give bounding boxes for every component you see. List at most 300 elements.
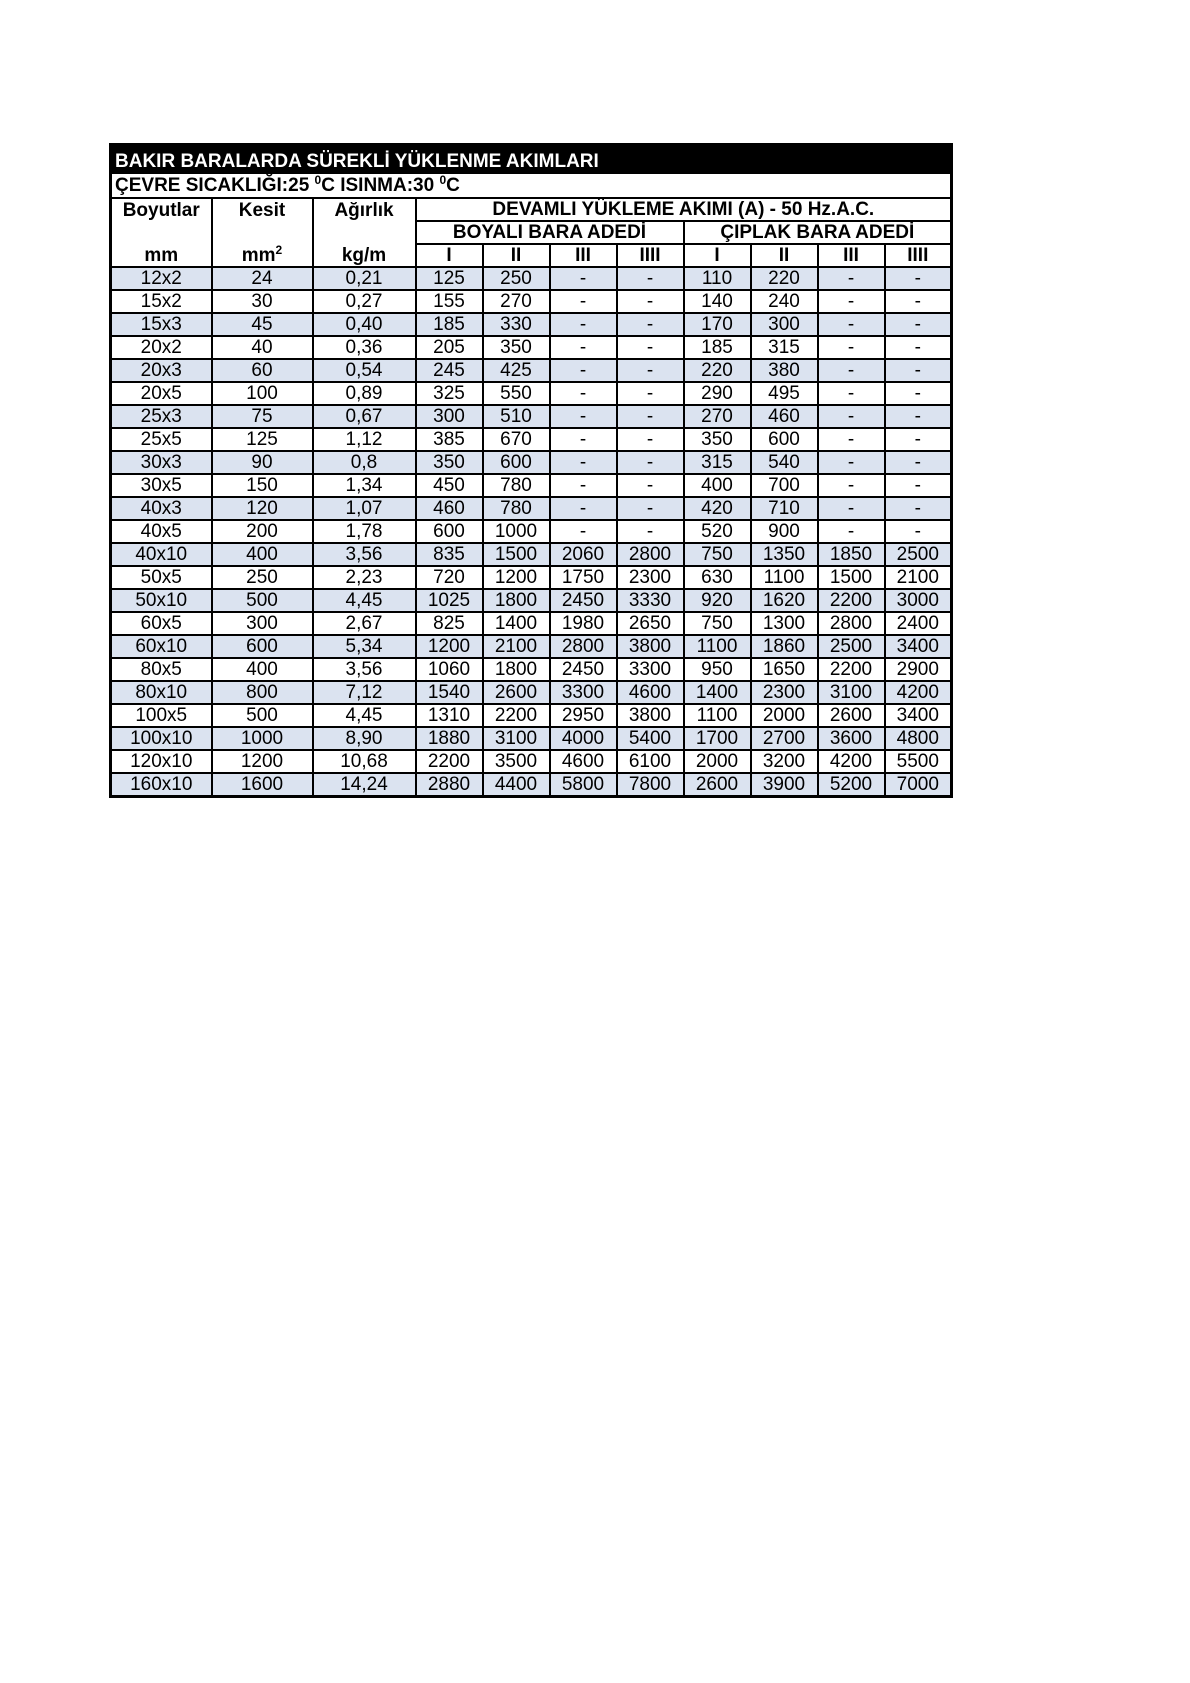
table-cell: 3800	[617, 635, 684, 658]
table-cell: 4200	[818, 750, 885, 773]
table-cell: 50x10	[111, 589, 212, 612]
table-row	[111, 497, 952, 520]
table-cell: 140	[684, 290, 751, 313]
table-cell: 150	[212, 474, 313, 497]
table-cell: 0,21	[313, 267, 416, 290]
table-cell: 385	[416, 428, 483, 451]
table-cell: 2100	[483, 635, 550, 658]
table-cell: -	[885, 520, 952, 543]
unit-section	[212, 244, 313, 267]
table-cell: 75	[212, 405, 313, 428]
table-cell: 3900	[751, 773, 818, 797]
table-cell: 1,78	[313, 520, 416, 543]
table-cell: 1,07	[313, 497, 416, 520]
table-cell: 2600	[684, 773, 751, 797]
table-cell: 80x10	[111, 681, 212, 704]
table-cell: 40x3	[111, 497, 212, 520]
table-cell: 0,40	[313, 313, 416, 336]
table-cell: -	[885, 474, 952, 497]
table-cell: -	[818, 520, 885, 543]
table-cell: 25x5	[111, 428, 212, 451]
table-row	[111, 612, 952, 635]
table-cell: 4800	[885, 727, 952, 750]
table-cell: -	[885, 451, 952, 474]
count-header-cell: III	[550, 244, 617, 267]
table-cell: -	[550, 520, 617, 543]
table-cell: 40	[212, 336, 313, 359]
table-cell: 2,23	[313, 566, 416, 589]
table-cell: 20x3	[111, 359, 212, 382]
table-cell: -	[550, 359, 617, 382]
table-cell: -	[885, 267, 952, 290]
table-cell: 670	[483, 428, 550, 451]
table-cell: 720	[416, 566, 483, 589]
table-cell: 2900	[885, 658, 952, 681]
table-cell: 60x10	[111, 635, 212, 658]
table-cell: 4200	[885, 681, 952, 704]
degree-marker-1: 0	[314, 173, 322, 187]
table-cell: 3800	[617, 704, 684, 727]
table-cell: 90	[212, 451, 313, 474]
table-cell: 200	[212, 520, 313, 543]
table-row	[111, 681, 952, 704]
table-cell: -	[617, 405, 684, 428]
table-cell: 1800	[483, 589, 550, 612]
table-cell: -	[617, 267, 684, 290]
table-cell: 24	[212, 267, 313, 290]
header-blank-3	[313, 221, 416, 244]
table-cell: -	[818, 382, 885, 405]
table-cell: 2800	[617, 543, 684, 566]
table-row	[111, 451, 952, 474]
count-header-cell: I	[684, 244, 751, 267]
unit-weight: kg/m	[313, 244, 416, 267]
table-row	[111, 428, 952, 451]
table-cell: 0,36	[313, 336, 416, 359]
table-cell: 500	[212, 589, 313, 612]
table-cell: 835	[416, 543, 483, 566]
table-cell: 1880	[416, 727, 483, 750]
table-cell: 60	[212, 359, 313, 382]
table-cell: 3400	[885, 704, 952, 727]
table-cell: 3200	[751, 750, 818, 773]
count-header-cell: I	[416, 244, 483, 267]
table-cell: 3,56	[313, 543, 416, 566]
table-cell: 1300	[751, 612, 818, 635]
table-cell: 45	[212, 313, 313, 336]
table-cell: 3,56	[313, 658, 416, 681]
table-cell: 2880	[416, 773, 483, 797]
table-cell: 125	[212, 428, 313, 451]
degree-marker-2: 0	[439, 173, 447, 187]
table-cell: 1,12	[313, 428, 416, 451]
table-cell: 2000	[751, 704, 818, 727]
count-header-cell: III	[818, 244, 885, 267]
table-cell: 495	[751, 382, 818, 405]
table-cell: 250	[212, 566, 313, 589]
table-cell: 5500	[885, 750, 952, 773]
table-cell: 5400	[617, 727, 684, 750]
table-cell: 780	[483, 474, 550, 497]
table-row	[111, 543, 952, 566]
table-cell: 380	[751, 359, 818, 382]
table-cell: 8,90	[313, 727, 416, 750]
table-cell: 3000	[885, 589, 952, 612]
table-cell: 1200	[212, 750, 313, 773]
table-cell: 20x2	[111, 336, 212, 359]
table-cell: 1850	[818, 543, 885, 566]
table-cell: 15x3	[111, 313, 212, 336]
table-cell: 1860	[751, 635, 818, 658]
table-cell: 185	[684, 336, 751, 359]
table-cell: 460	[751, 405, 818, 428]
table-cell: 7800	[617, 773, 684, 797]
count-header-cell: IIII	[885, 244, 952, 267]
table-row	[111, 727, 952, 750]
table-cell: 350	[684, 428, 751, 451]
table-cell: 20x5	[111, 382, 212, 405]
table-cell: -	[617, 520, 684, 543]
table-cell: -	[818, 451, 885, 474]
table-cell: 600	[212, 635, 313, 658]
table-cell: 40x10	[111, 543, 212, 566]
table-row	[111, 520, 952, 543]
table-cell: -	[818, 497, 885, 520]
table-cell: 240	[751, 290, 818, 313]
table-cell: 2450	[550, 658, 617, 681]
unit-dimensions: mm	[111, 244, 212, 267]
table-cell: -	[818, 267, 885, 290]
table-cell: 2100	[885, 566, 952, 589]
table-row	[111, 267, 952, 290]
table-cell: 330	[483, 313, 550, 336]
table-cell: 2000	[684, 750, 751, 773]
table-cell: -	[550, 382, 617, 405]
header-blank-1	[111, 221, 212, 244]
table-cell: 3100	[818, 681, 885, 704]
table-cell: 2500	[818, 635, 885, 658]
table-cell: 1800	[483, 658, 550, 681]
table-cell: 600	[751, 428, 818, 451]
count-header-cell: II	[483, 244, 550, 267]
conditions-middle: C ISINMA:30	[321, 175, 440, 196]
header-continuous-current: DEVAMLI YÜKLEME AKIMI (A) - 50 Hz.A.C.	[416, 198, 952, 221]
table-cell: 170	[684, 313, 751, 336]
table-cell: -	[617, 451, 684, 474]
table-cell: 520	[684, 520, 751, 543]
table-cell: 14,24	[313, 773, 416, 797]
header-bare-bar-count: ÇIPLAK BARA ADEDİ	[684, 221, 952, 244]
table-cell: 7,12	[313, 681, 416, 704]
table-cell: 0,27	[313, 290, 416, 313]
table-cell: 4400	[483, 773, 550, 797]
table-cell: 155	[416, 290, 483, 313]
table-cell: 750	[684, 612, 751, 635]
table-cell: 1100	[684, 635, 751, 658]
table-cell: 3600	[818, 727, 885, 750]
table-cell: 350	[483, 336, 550, 359]
table-cell: 185	[416, 313, 483, 336]
table-cell: 2400	[885, 612, 952, 635]
table-cell: 120	[212, 497, 313, 520]
table-cell: 500	[212, 704, 313, 727]
table-cell: 1200	[416, 635, 483, 658]
table-cell: 825	[416, 612, 483, 635]
table-cell: 100x10	[111, 727, 212, 750]
busbar-current-table	[109, 143, 953, 798]
table-cell: 750	[684, 543, 751, 566]
table-cell: 2800	[818, 612, 885, 635]
table-cell: 1500	[483, 543, 550, 566]
table-cell: 1025	[416, 589, 483, 612]
table-cell: 460	[416, 497, 483, 520]
table-cell: -	[550, 428, 617, 451]
table-cell: 3330	[617, 589, 684, 612]
conditions-suffix: C	[446, 175, 460, 196]
table-cell: -	[818, 359, 885, 382]
table-cell: 2300	[751, 681, 818, 704]
table-cell: 110	[684, 267, 751, 290]
table-cell: 205	[416, 336, 483, 359]
table-row	[111, 336, 952, 359]
table-cell: -	[818, 405, 885, 428]
table-cell: 1000	[212, 727, 313, 750]
table-cell: 220	[751, 267, 818, 290]
table-cell: 3500	[483, 750, 550, 773]
table-cell: -	[550, 451, 617, 474]
table-cell: -	[617, 359, 684, 382]
count-header-cell: IIII	[617, 244, 684, 267]
table-cell: 2200	[818, 658, 885, 681]
table-cell: 1060	[416, 658, 483, 681]
table-cell: -	[885, 290, 952, 313]
table-cell: -	[885, 382, 952, 405]
table-cell: 0,54	[313, 359, 416, 382]
table-cell: -	[550, 290, 617, 313]
table-cell: -	[818, 474, 885, 497]
table-cell: 0,67	[313, 405, 416, 428]
table-cell: 3100	[483, 727, 550, 750]
table-cell: 3300	[550, 681, 617, 704]
table-cell: 30	[212, 290, 313, 313]
table-cell: 300	[751, 313, 818, 336]
table-row	[111, 313, 952, 336]
table-cell: -	[885, 313, 952, 336]
table-cell: 1310	[416, 704, 483, 727]
table-cell: 1700	[684, 727, 751, 750]
table-cell: 2200	[483, 704, 550, 727]
table-cell: 2600	[483, 681, 550, 704]
table-cell: 125	[416, 267, 483, 290]
table-cell: 12x2	[111, 267, 212, 290]
table-row	[111, 773, 952, 797]
table-cell: 920	[684, 589, 751, 612]
table-cell: -	[885, 359, 952, 382]
table-cell: -	[885, 497, 952, 520]
table-cell: 270	[483, 290, 550, 313]
table-row	[111, 589, 952, 612]
table-cell: 250	[483, 267, 550, 290]
table-cell: 1650	[751, 658, 818, 681]
table-cell: 2,67	[313, 612, 416, 635]
table-cell: 1400	[483, 612, 550, 635]
table-cell: 1350	[751, 543, 818, 566]
table-row	[111, 405, 952, 428]
table-cell: 425	[483, 359, 550, 382]
table-cell: 1620	[751, 589, 818, 612]
conditions-prefix: ÇEVRE SICAKLIĞI:25	[115, 175, 315, 196]
table-row	[111, 474, 952, 497]
table-cell: 30x5	[111, 474, 212, 497]
table-row	[111, 359, 952, 382]
table-cell: 1540	[416, 681, 483, 704]
table-cell: 10,68	[313, 750, 416, 773]
table-cell: 1,34	[313, 474, 416, 497]
table-cell: 315	[684, 451, 751, 474]
table-cell: 0,89	[313, 382, 416, 405]
table-cell: 1000	[483, 520, 550, 543]
table-cell: -	[818, 313, 885, 336]
table-cell: 4,45	[313, 704, 416, 727]
table-cell: 4600	[550, 750, 617, 773]
table-cell: 290	[684, 382, 751, 405]
table-cell: 950	[684, 658, 751, 681]
table-cell: -	[617, 336, 684, 359]
table-cell: -	[885, 336, 952, 359]
table-cell: 450	[416, 474, 483, 497]
table-cell: 600	[416, 520, 483, 543]
table-cell: -	[550, 267, 617, 290]
table-cell: 540	[751, 451, 818, 474]
table-cell: 160x10	[111, 773, 212, 797]
table-cell: 630	[684, 566, 751, 589]
table-cell: -	[617, 428, 684, 451]
table-cell: 5200	[818, 773, 885, 797]
header-weight: Ağırlık	[313, 198, 416, 221]
table-cell: 4600	[617, 681, 684, 704]
table-cell: 300	[416, 405, 483, 428]
table-cell: 1100	[751, 566, 818, 589]
table-cell: 1750	[550, 566, 617, 589]
table-cell: 300	[212, 612, 313, 635]
unit-section-exponent: 2	[275, 244, 283, 257]
table-cell: 25x3	[111, 405, 212, 428]
table-row	[111, 750, 952, 773]
header-section: Kesit	[212, 198, 313, 221]
table-cell: -	[885, 428, 952, 451]
table-cell: -	[550, 474, 617, 497]
table-cell: 2300	[617, 566, 684, 589]
header-blank-2	[212, 221, 313, 244]
table-cell: 710	[751, 497, 818, 520]
table-cell: 3300	[617, 658, 684, 681]
table-row	[111, 635, 952, 658]
table-cell: 270	[684, 405, 751, 428]
table-cell: 2950	[550, 704, 617, 727]
table-cell: 245	[416, 359, 483, 382]
table-cell: 700	[751, 474, 818, 497]
table-cell: 315	[751, 336, 818, 359]
table-cell: -	[550, 336, 617, 359]
table-cell: 60x5	[111, 612, 212, 635]
table-cell: 400	[684, 474, 751, 497]
table-cell: -	[617, 474, 684, 497]
table-cell: 2700	[751, 727, 818, 750]
table-cell: 2200	[818, 589, 885, 612]
table-cell: 0,8	[313, 451, 416, 474]
table-cell: -	[818, 336, 885, 359]
table-cell: 7000	[885, 773, 952, 797]
table-cell: -	[550, 313, 617, 336]
table-cell: 1980	[550, 612, 617, 635]
ambient-conditions	[111, 173, 952, 198]
table-cell: 40x5	[111, 520, 212, 543]
table-cell: 3400	[885, 635, 952, 658]
table-cell: 400	[212, 658, 313, 681]
table-row	[111, 704, 952, 727]
table-cell: 1200	[483, 566, 550, 589]
table-cell: 2650	[617, 612, 684, 635]
table-cell: 325	[416, 382, 483, 405]
count-header-cell: II	[751, 244, 818, 267]
table-cell: 2060	[550, 543, 617, 566]
table-row	[111, 290, 952, 313]
table-cell: 510	[483, 405, 550, 428]
table-cell: 120x10	[111, 750, 212, 773]
table-cell: -	[550, 405, 617, 428]
table-cell: 15x2	[111, 290, 212, 313]
table-cell: 5,34	[313, 635, 416, 658]
header-dimensions: Boyutlar	[111, 198, 212, 221]
table-cell: -	[617, 382, 684, 405]
table-cell: -	[617, 313, 684, 336]
table-cell: 6100	[617, 750, 684, 773]
table-cell: -	[550, 497, 617, 520]
table-cell: -	[885, 405, 952, 428]
table-title: BAKIR BARALARDA SÜREKLİ YÜKLENME AKIMLARI	[111, 145, 952, 174]
table-cell: 1400	[684, 681, 751, 704]
table-cell: 1500	[818, 566, 885, 589]
table-cell: 1600	[212, 773, 313, 797]
table-cell: 2800	[550, 635, 617, 658]
table-cell: 350	[416, 451, 483, 474]
table-cell: 600	[483, 451, 550, 474]
unit-section-base: mm	[241, 244, 276, 266]
table-cell: 220	[684, 359, 751, 382]
table-cell: 1100	[684, 704, 751, 727]
table-row	[111, 658, 952, 681]
table-cell: -	[617, 290, 684, 313]
table-row	[111, 566, 952, 589]
table-cell: 400	[212, 543, 313, 566]
table-cell: 30x3	[111, 451, 212, 474]
table-cell: -	[818, 428, 885, 451]
table-cell: 2450	[550, 589, 617, 612]
table-cell: 4,45	[313, 589, 416, 612]
table-cell: -	[617, 497, 684, 520]
table-cell: -	[818, 290, 885, 313]
table-cell: 900	[751, 520, 818, 543]
table-cell: 2600	[818, 704, 885, 727]
table-cell: 50x5	[111, 566, 212, 589]
table-cell: 100	[212, 382, 313, 405]
table-cell: 2200	[416, 750, 483, 773]
table-cell: 2500	[885, 543, 952, 566]
table-cell: 100x5	[111, 704, 212, 727]
table-cell: 4000	[550, 727, 617, 750]
table-cell: 550	[483, 382, 550, 405]
table-cell: 80x5	[111, 658, 212, 681]
